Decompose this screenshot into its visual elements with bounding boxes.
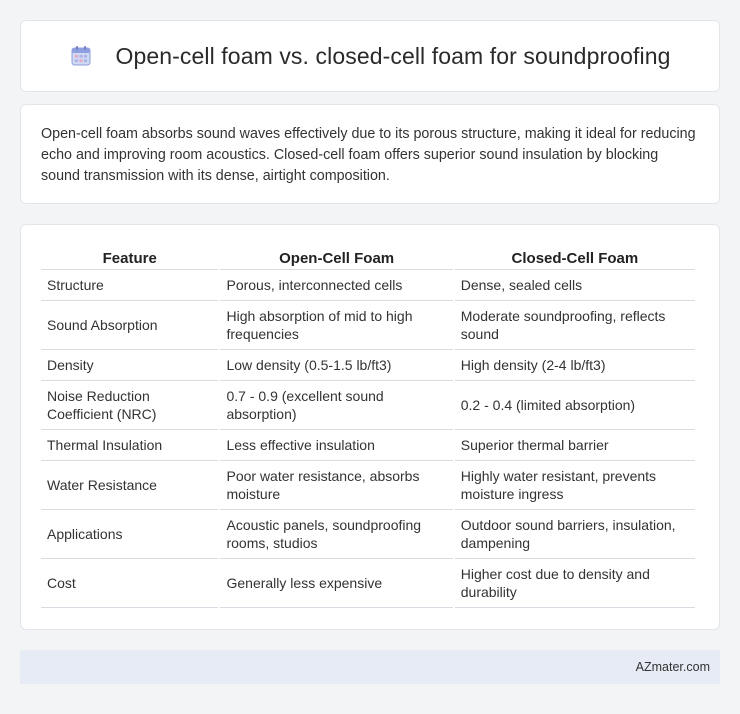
table-row (41, 559, 695, 608)
table-header-row (41, 245, 695, 270)
column-header-feature: Feature (41, 245, 218, 270)
table-row (41, 430, 695, 461)
table-row (41, 301, 695, 350)
intro-text: Open-cell foam absorbs sound waves effectively due to its porous structure, making it ideal for reducing echo and improving room acoustics. Closed-cell foam offers superior sound insulation by blocking sound transmission with its dense, airtight composition. (41, 126, 696, 184)
comparison-table-card (20, 224, 720, 630)
feature-cell: Water Resistance (41, 461, 218, 510)
closed-cell-value: Dense, sealed cells (455, 270, 695, 301)
table-row (41, 461, 695, 510)
table-row (41, 510, 695, 559)
open-cell-value: High absorption of mid to high frequencies (220, 301, 452, 350)
feature-cell: Structure (41, 270, 218, 301)
closed-cell-value: High density (2-4 lb/ft3) (455, 350, 695, 381)
open-cell-value: Poor water resistance, absorbs moisture (220, 461, 452, 510)
feature-cell: Cost (41, 559, 218, 608)
column-header-closed-cell: Closed-Cell Foam (455, 245, 695, 270)
closed-cell-value: Moderate soundproofing, reflects sound (455, 301, 695, 350)
feature-cell: Sound Absorption (41, 301, 218, 350)
closed-cell-value: Outdoor sound barriers, insulation, dampening (455, 510, 695, 559)
footer-brand: AZmater.com (635, 660, 710, 674)
title-card (20, 20, 720, 92)
table-row (41, 270, 695, 301)
open-cell-value: Low density (0.5-1.5 lb/ft3) (220, 350, 452, 381)
column-header-open-cell: Open-Cell Foam (220, 245, 452, 270)
open-cell-value: Generally less expensive (220, 559, 452, 608)
closed-cell-value: Superior thermal barrier (455, 430, 695, 461)
table-row (41, 350, 695, 381)
feature-cell: Thermal Insulation (41, 430, 218, 461)
table-row (41, 381, 695, 430)
closed-cell-value: Higher cost due to density and durability (455, 559, 695, 608)
open-cell-value: 0.7 - 0.9 (excellent sound absorption) (220, 381, 452, 430)
feature-cell: Applications (41, 510, 218, 559)
feature-cell: Noise Reduction Coefficient (NRC) (41, 381, 218, 430)
closed-cell-value: 0.2 - 0.4 (limited absorption) (455, 381, 695, 430)
page-title: Open-cell foam vs. closed-cell foam for soundproofing (115, 42, 671, 69)
feature-cell: Density (41, 350, 218, 381)
open-cell-value: Porous, interconnected cells (220, 270, 452, 301)
closed-cell-value: Highly water resistant, prevents moisture ingress (455, 461, 695, 510)
intro-card (20, 104, 720, 204)
comparison-table (39, 245, 697, 608)
open-cell-value: Less effective insulation (220, 430, 452, 461)
title-wrap (69, 43, 670, 70)
calendar-icon (69, 44, 93, 68)
open-cell-value: Acoustic panels, soundproofing rooms, studios (220, 510, 452, 559)
footer (20, 650, 720, 684)
